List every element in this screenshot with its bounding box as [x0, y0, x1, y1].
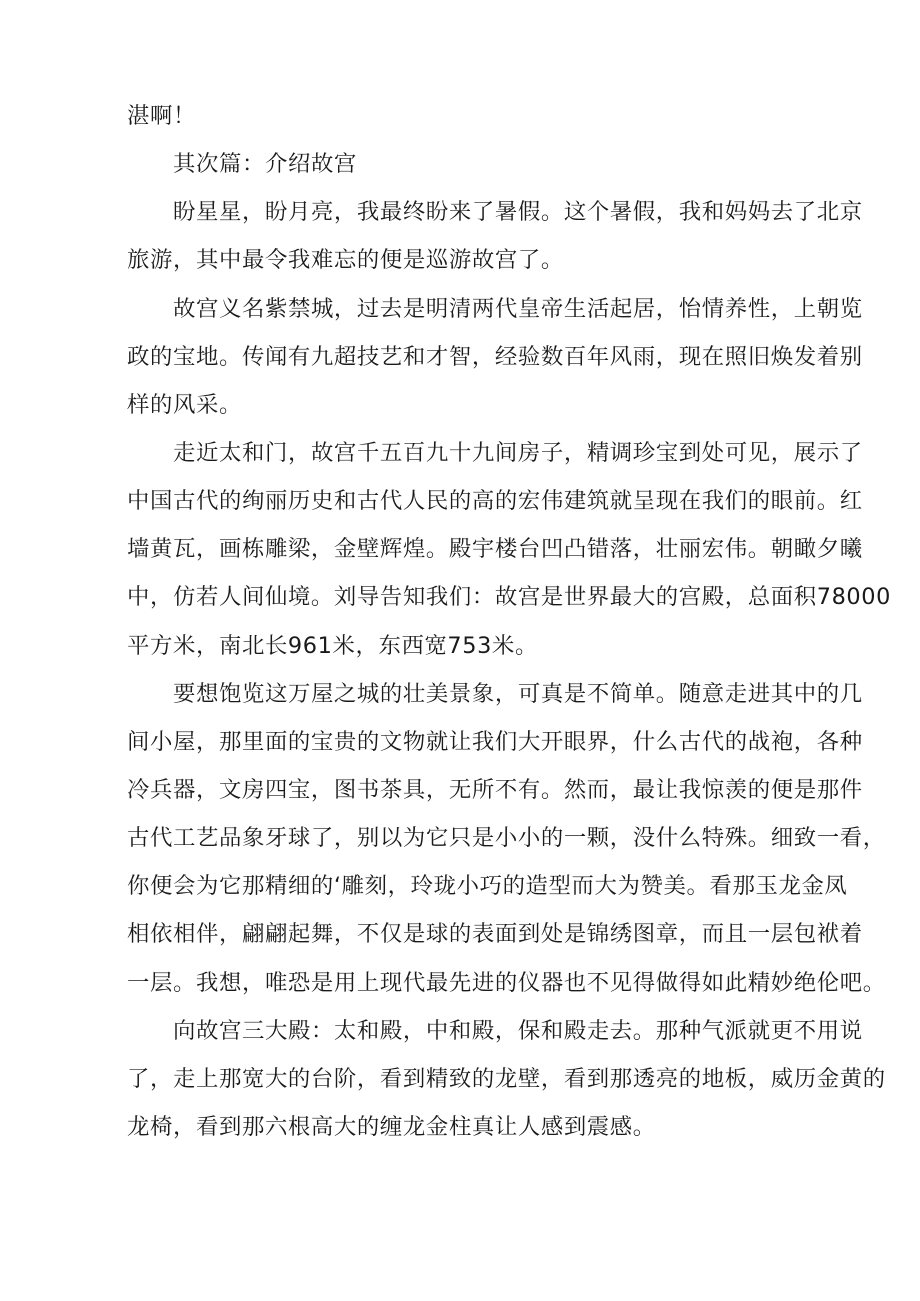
text-line: 平方米，南北长961米，东西宽753米。 — [127, 632, 538, 659]
text-line: 冷兵器，文房四宝，图书茶具，无所不有。然而，最让我惊羡的便是那件 — [127, 776, 863, 803]
text-line: 相依相伴，翩翩起舞，不仅是球的表面到处是锦绣图章，而且一层包袱着 — [127, 921, 863, 948]
text-line: 湛啊！ — [127, 103, 196, 129]
text-line: 古代工艺品象牙球了，别以为它只是小小的一颗，没什么特殊。细致一看， — [127, 825, 886, 852]
paragraph — [127, 188, 863, 284]
text-line: 中国古代的绚丽历史和古代人民的高的宏伟建筑就呈现在我们的眼前。红 — [127, 488, 863, 515]
text-line: 政的宝地。传闻有九超技艺和才智，经验数百年风雨，现在照旧焕发着别 — [127, 343, 863, 370]
text-line: 墙黄瓦，画栋雕梁，金壁辉煌。殿宇楼台凹凸错落，壮丽宏伟。朝瞰夕曦 — [127, 536, 863, 563]
paragraph — [127, 92, 847, 140]
paragraph — [127, 670, 886, 1007]
text-line: 盼星星，盼月亮，我最终盼来了暑假。这个暑假，我和妈妈去了北京 — [173, 199, 863, 226]
text-line: 其次篇：介绍故宫 — [173, 151, 357, 178]
text-line: 样的风采。 — [127, 391, 242, 418]
paragraph — [127, 1007, 886, 1151]
document-page — [127, 92, 891, 1151]
text-line: 了，走上那宽大的台阶，看到精致的龙壁，看到那透亮的地板，威历金黄的 — [127, 1065, 886, 1092]
text-line: 一层。我想，唯恐是用上现代最先进的仪器也不见得做得如此精妙绝伦吧。 — [127, 969, 886, 996]
text-line: 故宫义名紫禁城，过去是明清两代皇帝生活起居，怡情养性，上朝览 — [173, 295, 863, 322]
paragraph — [127, 285, 863, 429]
paragraph — [127, 429, 891, 670]
text-line: 旅游，其中最令我难忘的便是巡游故宫了。 — [127, 247, 564, 274]
text-line: 你便会为它那精细的‘雕刻，玲珑小巧的造型而大为赞美。看那玉龙金凤 — [127, 873, 848, 900]
text-line: 走近太和门，故宫千五百九十九间房子，精调珍宝到处可见，展示了 — [173, 439, 863, 466]
text-line: 要想饱览这万屋之城的壮美景象，可真是不简单。随意走进其中的几 — [173, 680, 863, 707]
text-line: 向故宫三大殿：太和殿，中和殿，保和殿走去。那种气派就更不用说 — [173, 1017, 863, 1044]
text-line: 间小屋，那里面的宝贵的文物就让我们大开眼界，什么古代的战袍，各种 — [127, 728, 863, 755]
text-line: 龙椅，看到那六根高大的缠龙金柱真让人感到震感。 — [127, 1113, 656, 1140]
paragraph — [127, 140, 847, 188]
text-line: 中，仿若人间仙境。刘导告知我们：故宫是世界最大的宫殿，总面积78000 — [127, 584, 891, 611]
